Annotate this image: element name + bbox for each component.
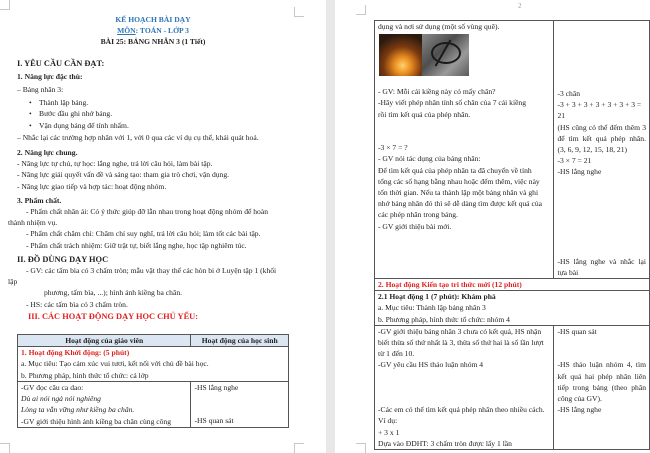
activity-title-cell: 2. Hoạt động Kiến tạo tri thức mới (12 phút) [375,279,650,291]
table-row [18,347,289,382]
page-corner-mark [294,443,304,453]
table-row [375,325,650,449]
activity-section-cell [375,291,650,326]
student-cell [191,381,289,427]
text-line: - Phẩm chất nhân ái: Có ý thức giúp đỡ lẫn nhau trong hoạt động nhóm để hoàn [26,207,269,217]
text-line: – Bảng nhân 3: [17,85,64,95]
text-line: - HS: các tấm bìa có 3 chấm tròn. [26,299,128,309]
text-line: lập [8,277,18,287]
header-student-activity: Hoạt động của học sinh [191,335,289,347]
student-cell [554,325,650,449]
activity-section-cell [18,347,289,382]
text-line: - GV: Mỗi cái kiềng này có mấy chân? [378,87,496,97]
activity-method: b. Phương pháp, hình thức tổ chức: cả lớp [21,370,149,380]
text-line: thành nhiệm vụ. [8,218,58,228]
text-line: - GV giới thiệu bài mới. [378,221,452,231]
text-line: – Nhắc lại các trường hợp nhân với 1, với 0 qua các ví dụ cụ thể, khái quát hoá. [17,132,259,142]
text-line: rồi tìm kết quả của phép nhân. [378,109,471,119]
subheading-specific-competence: 1. Năng lực đặc thù: [17,71,83,81]
header-teacher-activity: Hoạt động của giáo viên [18,335,191,347]
table-row [18,381,289,427]
text-paragraph: -Các em có thể tìm kết quả phép nhân theo nhiều cách. [378,405,545,415]
document-page-2 [335,0,650,453]
activity-method: b. Phương pháp, hình thức tổ chức: nhóm 4 [378,314,510,324]
section-heading-activities: III. CÁC HOẠT ĐỘNG DẠY HỌC CHỦ YẾU: [28,311,198,321]
text-line: - Phẩm chất trách nhiệm: Giữ trật tự, biết lắng nghe, học tập nghiêm túc. [26,240,247,250]
activity-goal: a. Mục tiêu: Thành lập bảng nhân 3 [378,303,486,313]
subheading-qualities: 3. Phẩm chất. [17,195,62,205]
subject-line [17,25,289,36]
bullet-item: • Bước đầu ghi nhớ bảng. [17,108,289,119]
teacher-cell [375,325,554,449]
text-line: Ví dụ: [378,416,398,426]
text-line: - GV nói tác dụng của bảng nhân: [378,154,481,164]
text-paragraph: -HS lắng nghe và nhắc lại tựa bài [557,256,646,277]
poem-line: Dù ai nói ngả nói nghiêng [21,394,101,404]
text-line: -GV giới thiệu hình ảnh kiềng ba chân cùng công [21,416,172,426]
activities-table [17,334,289,428]
student-cell [554,21,650,279]
text-line: -Hãy viết phép nhân tính số chân của 7 cái kiềng [378,98,527,108]
text-line: -HS lắng nghe [557,167,602,177]
text-line: - Năng lực giao tiếp và hợp tác: hoạt động nhóm. [17,181,167,191]
subheading-general-competence: 2. Năng lực chung. [17,148,78,158]
iron-tripod-image [422,34,469,76]
text-line: -HS lắng nghe [557,405,602,415]
section-heading-materials: II. ĐỒ DÙNG DẠY HỌC [17,254,109,264]
table-row [375,279,650,291]
text-line: dụng và nơi sử dụng (một số vùng quê). [378,22,500,31]
teacher-cell [375,21,554,279]
page-corner-mark [294,7,304,17]
table-header-row [18,335,289,347]
text-line: phương, tấm bìa, ...); hình ảnh kiềng ba chân. [44,288,183,298]
bullet-item: • Vận dụng bảng để tính nhẩm. [17,120,289,131]
text-line: -HS quan sát [557,326,597,336]
text-paragraph: (HS cũng có thể đếm thêm 3 để tìm kết quả phép nhân. (3, 6, 9, 12, 15, 18, 21) [557,122,646,155]
subactivity-title: 2.1 Hoạt động 1 (7 phút): Khám phá [378,292,496,302]
text-paragraph: Để tìm kết quả của phép nhân ta đã chuyển về tính tổng các số hạng bằng nhau hoặc đếm thêm, việc này tốn thời gian. Nếu ta thành lập một bảng nhân và ghi nhớ bảng nhân đó thì sẽ dễ dàng tìm được kết quả của các phép nhân trong bảng. [378,165,542,220]
fire-tripod-image [379,34,422,76]
page-corner-mark [356,443,366,453]
page-corner-mark [0,0,10,10]
page-1-content [8,14,289,428]
table-row [375,21,650,279]
activity-title: 1. Hoạt động Khởi động: (5 phút) [21,348,130,358]
text-line: -GV yêu cầu HS thảo luận nhóm 4 [378,360,484,370]
activities-table-continued [374,20,650,450]
page-corner-mark [356,5,366,15]
text-line: -3 × 7 = 21 [557,156,592,166]
table-row [375,291,650,326]
poem-line: Lòng ta vẫn vững như kiềng ba chân. [21,405,135,415]
page-2-content [374,20,650,450]
subject-value: : TOÁN - LỚP 3 [135,26,189,36]
text-paragraph: -GV giới thiệu bảng nhân 3 chưa có kết quả, HS nhận biết thừa số thứ nhất là 3, thừa số thứ hai là số lần lượt từ 1 đến 10. [378,326,544,359]
activity-goal: a. Mục tiêu: Tạo cảm xúc vui tươi, kết nối với chủ đề bài học. [21,359,209,369]
text-line: -3 chân [557,89,581,98]
bullet-item: • Thành lập bảng. [17,97,289,108]
text-line: - GV: các tấm bìa có 3 chấm tròn; mẫu vật thay thế các hòn bi ở Luyện tập 1 (khối [26,266,277,276]
text-line: Dựa vào ĐDHT: 3 chấm tròn được lấy 1 lần [378,438,512,448]
image-row [379,34,550,76]
text-line: - Năng lực giải quyết vấn đề và sáng tạo: tham gia trò chơi, vận dụng. [17,170,230,180]
plan-title: KẾ HOẠCH BÀI DẠY [115,15,191,24]
page-corner-mark [0,443,10,453]
text-line: -HS lắng nghe [194,382,239,392]
section-heading-requirements: I. YÊU CẦU CẦN ĐẠT: [17,58,105,68]
text-line: - Phẩm chất chăm chỉ: Chăm chỉ suy nghĩ, trả lời câu hỏi; làm tốt các bài tập. [26,229,261,239]
text-line: + 3 x 1 [378,427,400,437]
text-line: -HS quan sát [194,416,234,426]
lesson-title: BÀI 25: BẢNG NHÂN 3 (1 Tiết) [100,37,206,47]
text-line: -3 × 7 = ? [378,143,408,153]
text-line: - Năng lực tự chủ, tự học: lắng nghe, trả lời câu hỏi, làm bài tập. [17,159,213,169]
text-line: -3 + 3 + 3 + 3 + 3 + 3 + 3 = 21 [557,100,642,121]
teacher-cell [18,381,191,427]
page-number: 2 [518,2,522,10]
subject-label: MÔN [117,26,136,36]
text-line: -GV đọc câu ca dao: [21,382,84,392]
text-paragraph: -HS thảo luận nhóm 4, tìm kết quả hai phép nhân liên tiếp trong bảng (theo phân công của GV). [557,360,646,404]
